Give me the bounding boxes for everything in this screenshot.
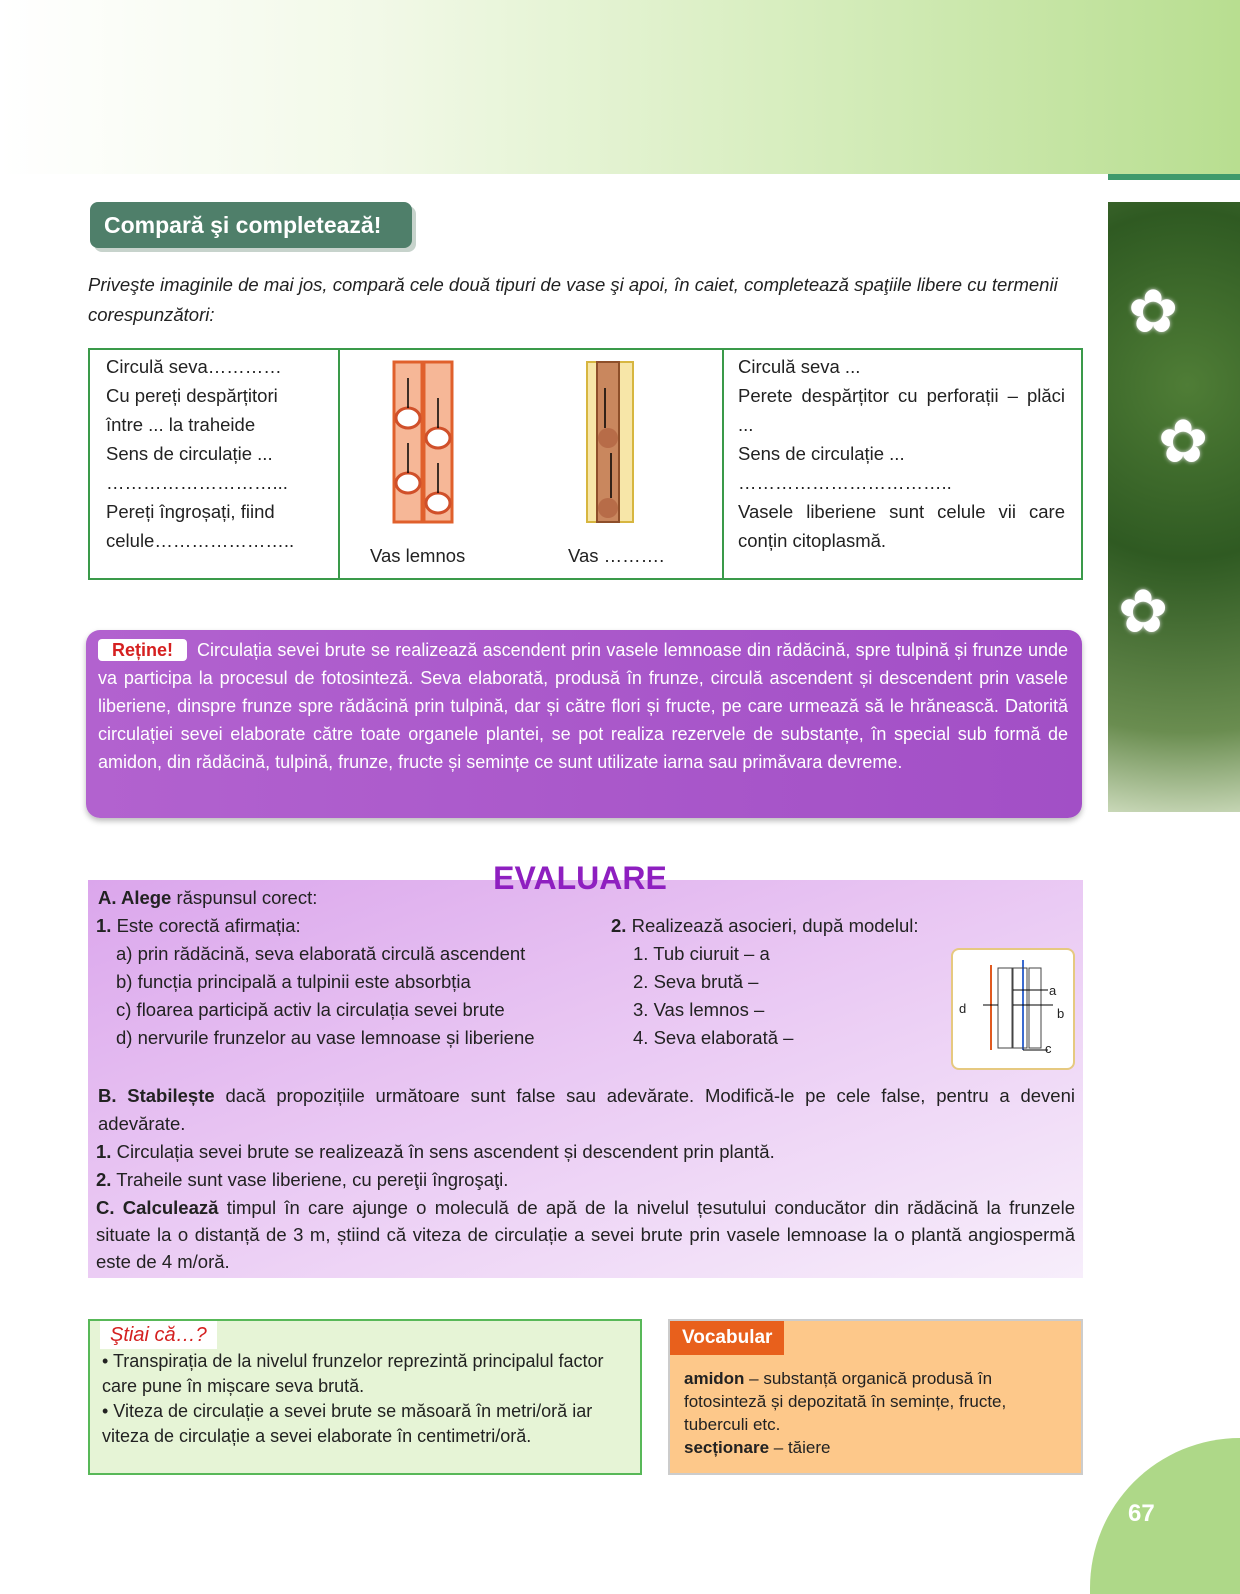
section-c-label: C. Calculează (96, 1197, 219, 1218)
q-num: 2. (611, 915, 627, 936)
vessel-diagram (951, 948, 1075, 1070)
cell-line: Circulă seva ... (738, 356, 861, 377)
cell-line: Circulă seva………… (106, 356, 282, 377)
remember-label: Reține! (98, 639, 187, 661)
association-item: 4. Seva elaborată – (633, 1027, 794, 1048)
cell-line: Perete despărțitor cu perforații – plăci ... (738, 385, 1065, 435)
cell-line: ………………………... (106, 472, 288, 493)
q-num: 2. (96, 1169, 112, 1190)
q-text: Realizează asocieri, după modelul: (626, 915, 919, 936)
remember-box (86, 630, 1082, 818)
term: amidon (684, 1369, 745, 1388)
option-d: d) nervurile frunzelor au vase lemnoase și liberiene (116, 1027, 535, 1048)
section-a-label: A. Alege (98, 887, 172, 908)
phloem-column (724, 350, 1081, 578)
label-d: d (959, 1001, 967, 1016)
statement-1: Circulația sevei brute se realizează în sens ascendent și descendent prin plantă. (111, 1141, 775, 1162)
images-column (340, 350, 724, 578)
vocabulary-box (668, 1319, 1083, 1475)
cell-line: …………………………….. (738, 472, 952, 493)
comparison-table (88, 348, 1083, 580)
section-b-label: B. Stabilește (98, 1085, 215, 1106)
section-c-text: timpul în care ajunge o moleculă de apă de la nivelul țesutului conducător din rădăcină la frunzele situate la o distanță de 3 m, știind că viteza de circulație a sevei brute prin vasele lemnoase la o plantă angiospermă este de 4 m/oră. (96, 1197, 1075, 1272)
fact-item: • Viteza de circulație a sevei brute se măsoară în metri/oră iar viteza de circulație a sevei elaborate în centimetri/oră. (102, 1401, 593, 1446)
vocabulary-title: Vocabular (670, 1321, 784, 1355)
did-you-know-box (88, 1319, 642, 1475)
section-b-text: dacă propozițiile următoare sunt false sau adevărate. Modifică-le pe cele false, pentru a deveni adevărate. (98, 1085, 1075, 1134)
label-c: c (1045, 1041, 1052, 1056)
did-you-know-title: Ştiai că…? (100, 1321, 217, 1349)
divider (1108, 174, 1240, 180)
q-text: Este corectă afirmația: (111, 915, 301, 936)
page-number: 67 (1128, 1500, 1155, 1527)
section-a-text: răspunsul corect: (171, 887, 318, 908)
caption-phloem: Vas ………. (568, 545, 665, 566)
section-badge: Compară şi completează! (90, 202, 412, 248)
association-item: 3. Vas lemnos – (633, 999, 765, 1020)
question-1 (96, 912, 611, 1070)
flower-icon: ✿ (1128, 278, 1179, 345)
cell-line: Sens de circulație ... (106, 443, 273, 464)
association-item: 2. Seva brută – (633, 971, 759, 992)
xylem-vessel-illustration (390, 358, 460, 526)
vessel-diagram-drawing (953, 950, 1073, 1068)
q-num: 1. (96, 915, 112, 936)
fact-item: • Transpirația de la nivelul frunzelor reprezintă principalul factor care pune în mișcare seva brută. (102, 1351, 604, 1396)
cell-line: Sens de circulație ... (738, 443, 905, 464)
cell-line: celule………………….. (106, 530, 295, 551)
cell-line: între ... la traheide (106, 414, 256, 435)
cell-line: Pereți îngroșați, fiind (106, 501, 275, 522)
label-a: a (1049, 983, 1057, 998)
cell-line: Cu pereți despărțitori (106, 385, 278, 406)
vocabulary-entries (670, 1355, 1081, 1459)
term: secționare (684, 1438, 770, 1457)
evaluation-title: EVALUARE (493, 860, 667, 896)
association-item: 1. Tub ciuruit – a (633, 943, 770, 964)
phloem-vessel-illustration (585, 358, 635, 526)
caption-xylem: Vas lemnos (370, 545, 466, 566)
question-2 (611, 912, 951, 1070)
label-b: b (1057, 1006, 1065, 1021)
option-a: a) prin rădăcină, seva elaborată circulă ascendent (116, 943, 526, 964)
jasmine-photo (1108, 202, 1240, 812)
header-banner (0, 0, 1240, 174)
instruction: Priveşte imaginile de mai jos, compară cele două tipuri de vase şi apoi, în caiet, completează spaţiile libere cu termenii corespunzători: (88, 274, 1058, 325)
evaluation-box (88, 880, 1083, 1278)
statement-2: Traheile sunt vase liberiene, cu pereţii îngroşaţi. (111, 1169, 509, 1190)
definition: – substanță organică produsă în fotosinteză și depozitată în semințe, fructe, tuberculi etc. (684, 1369, 1007, 1434)
cell-line: Vasele liberiene sunt celule vii care conțin citoplasmă. (738, 501, 1065, 551)
flower-icon: ✿ (1118, 578, 1169, 645)
q-num: 1. (96, 1141, 112, 1162)
xylem-column (90, 350, 340, 578)
flower-icon: ✿ (1158, 408, 1209, 475)
option-c: c) floarea participă activ la circulația sevei brute (116, 999, 505, 1020)
option-b: b) funcția principală a tulpinii este absorbția (116, 971, 471, 992)
definition: – tăiere (769, 1438, 831, 1457)
remember-text: Circulația sevei brute se realizează ascendent prin vasele lemnoase din rădăcină, spre tulpină și frunze unde va participa la procesul de fotosinteză. Seva elaborată, produsă în frunze, circulă ascendent și descendent prin vasele liberiene, dinspre frunze spre rădăcină prin tulpină, dar și către flori și fructe, pe care urmează să le hrănească. Datorită circulației sevei elaborate către toate organele plantei, se pot realiza rezervele de substanțe, în special sub formă de amidon, din rădăcină, tulpină, frunze, fructe și semințe ce sunt utilizate iarna sau primăvara devreme. (98, 640, 1068, 772)
page-corner (1090, 1438, 1240, 1594)
